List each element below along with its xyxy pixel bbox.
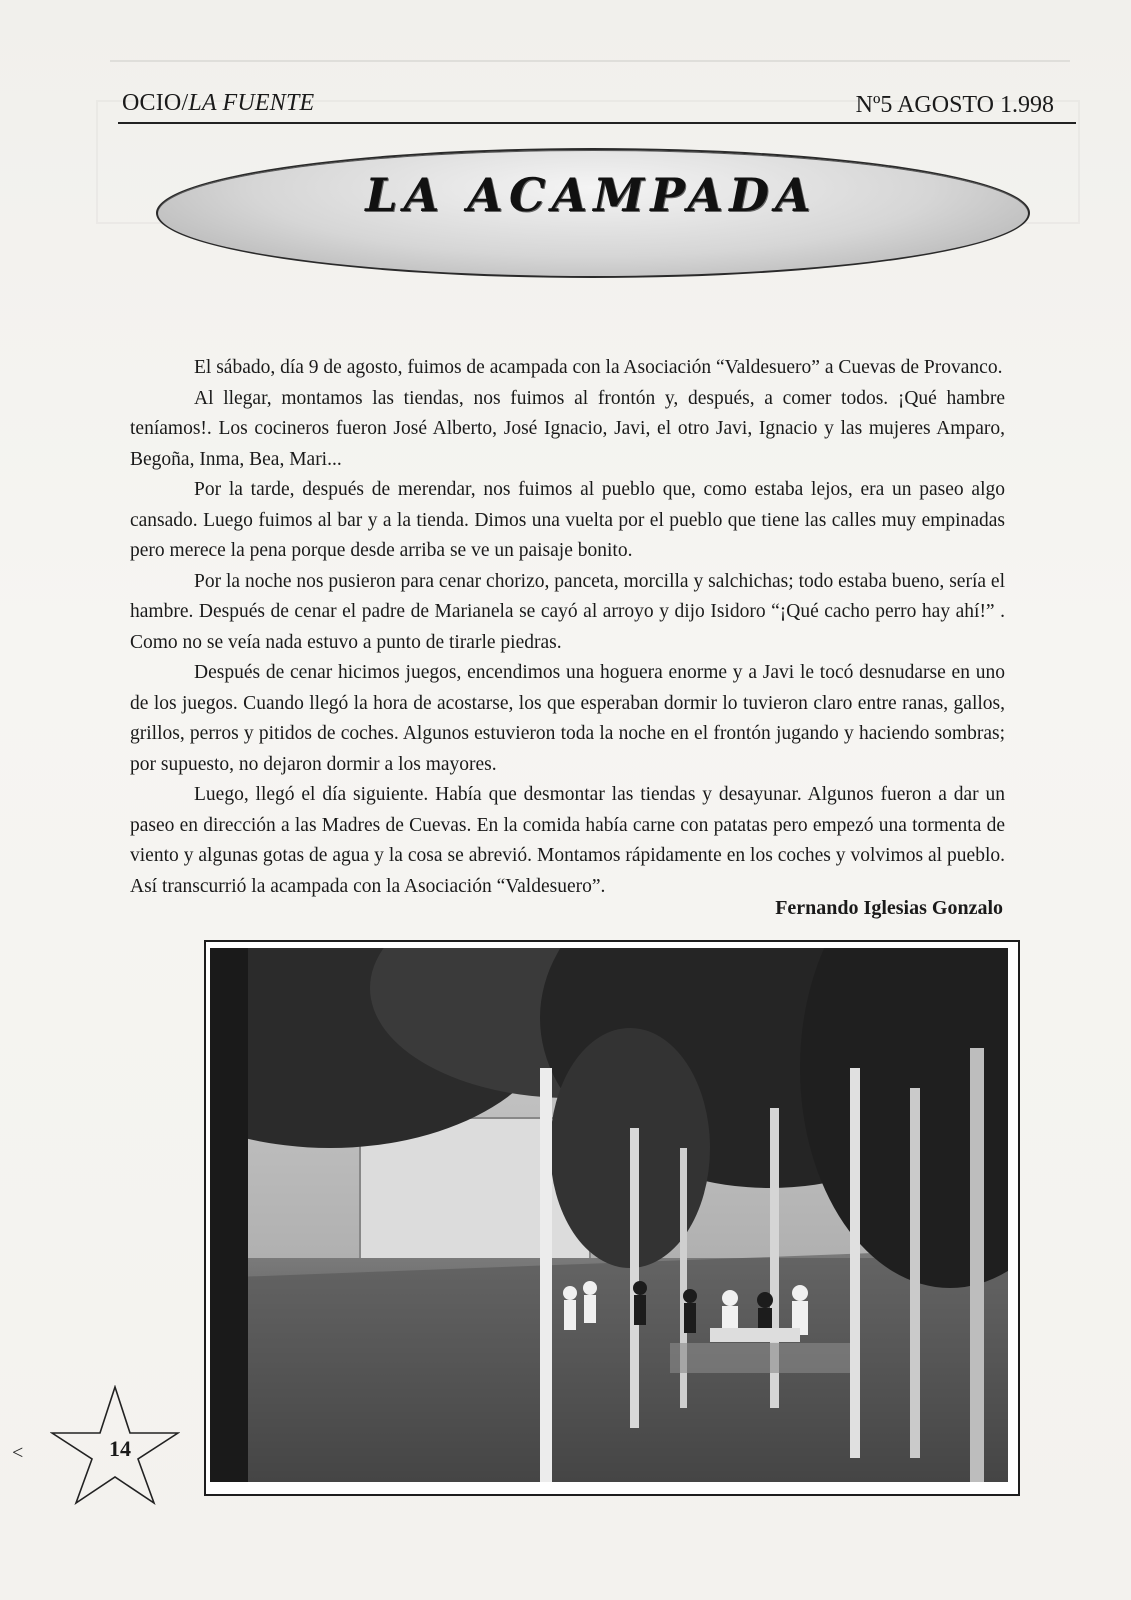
section-name: OCIO/ <box>122 90 189 116</box>
paragraph: Por la noche nos pusieron para cenar chorizo, panceta, morcilla y salchichas; todo estaba bueno, sería el hambre. Después de cenar el padre de Marianela se cayó al arroyo y dijo Isidoro “¡Qué cacho perro hay ahí!” . Como no se veía nada estuvo a punto de tirarle piedras. <box>130 570 1005 653</box>
section-label <box>122 90 314 117</box>
page-header <box>118 90 1076 124</box>
edge-mark: < <box>12 1442 24 1464</box>
article-title: LA ACAMPADA <box>365 168 817 222</box>
paragraph: Luego, llegó el día siguiente. Había que desmontar las tiendas y desayunar. Algunos fueron a dar un paseo en dirección a las Madres de Cuevas. En la comida había carne con patatas pero empezó una tormenta de viento y algunas gotas de agua y la cosa se abrevió. Montamos rápidamente en los coches y volvimos al pueblo. Así transcurrió la acampada con la Asociación “Valdesuero”. <box>130 784 1005 897</box>
bleed-through-texture <box>110 40 1070 62</box>
paragraph: El sábado, día 9 de agosto, fuimos de acampada con la Asociación “Valdesuero” a Cuevas de Provanco. <box>194 357 1003 378</box>
issue-label: Nº5 AGOSTO 1.998 <box>855 92 1054 118</box>
page-number: 14 <box>109 1436 131 1461</box>
paragraph: Al llegar, montamos las tiendas, nos fuimos al frontón y, después, a comer todos. ¡Qué hambre teníamos!. Los cocineros fueron José Alberto, José Ignacio, Javi, el otro Javi, Ignacio y las mujeres Amparo, Begoña, Inma, Bea, Mari... <box>130 387 1005 470</box>
paragraph: Por la tarde, después de merendar, nos fuimos al pueblo que, como estaba lejos, era un paseo algo cansado. Luego fuimos al bar y a la tienda. Dimos una vuelta por el pueblo que tiene las calles muy empinadas pero merece la pena porque desde arriba se ve un paisaje bonito. <box>130 479 1005 561</box>
author-signature: Fernando Iglesias Gonzalo <box>775 897 1003 919</box>
campsite-photo <box>210 948 1008 1482</box>
paragraph: Después de cenar hicimos juegos, encendimos una hoguera enorme y a Javi le tocó desnudarse en uno de los juegos. Cuando llegó la hora de acostarse, los que esperaban dormir lo tuvieron claro entre ranas, gallos, grillos, perros y pitidos de coches. Algunos estuvieron toda la noche en el frontón jugando y haciendo sombras; por supuesto, no dejaron dormir a los mayores. <box>130 662 1005 775</box>
section-name-italic: LA FUENTE <box>188 90 315 116</box>
article-body <box>130 353 1005 902</box>
photo-illustration <box>210 948 1008 1482</box>
